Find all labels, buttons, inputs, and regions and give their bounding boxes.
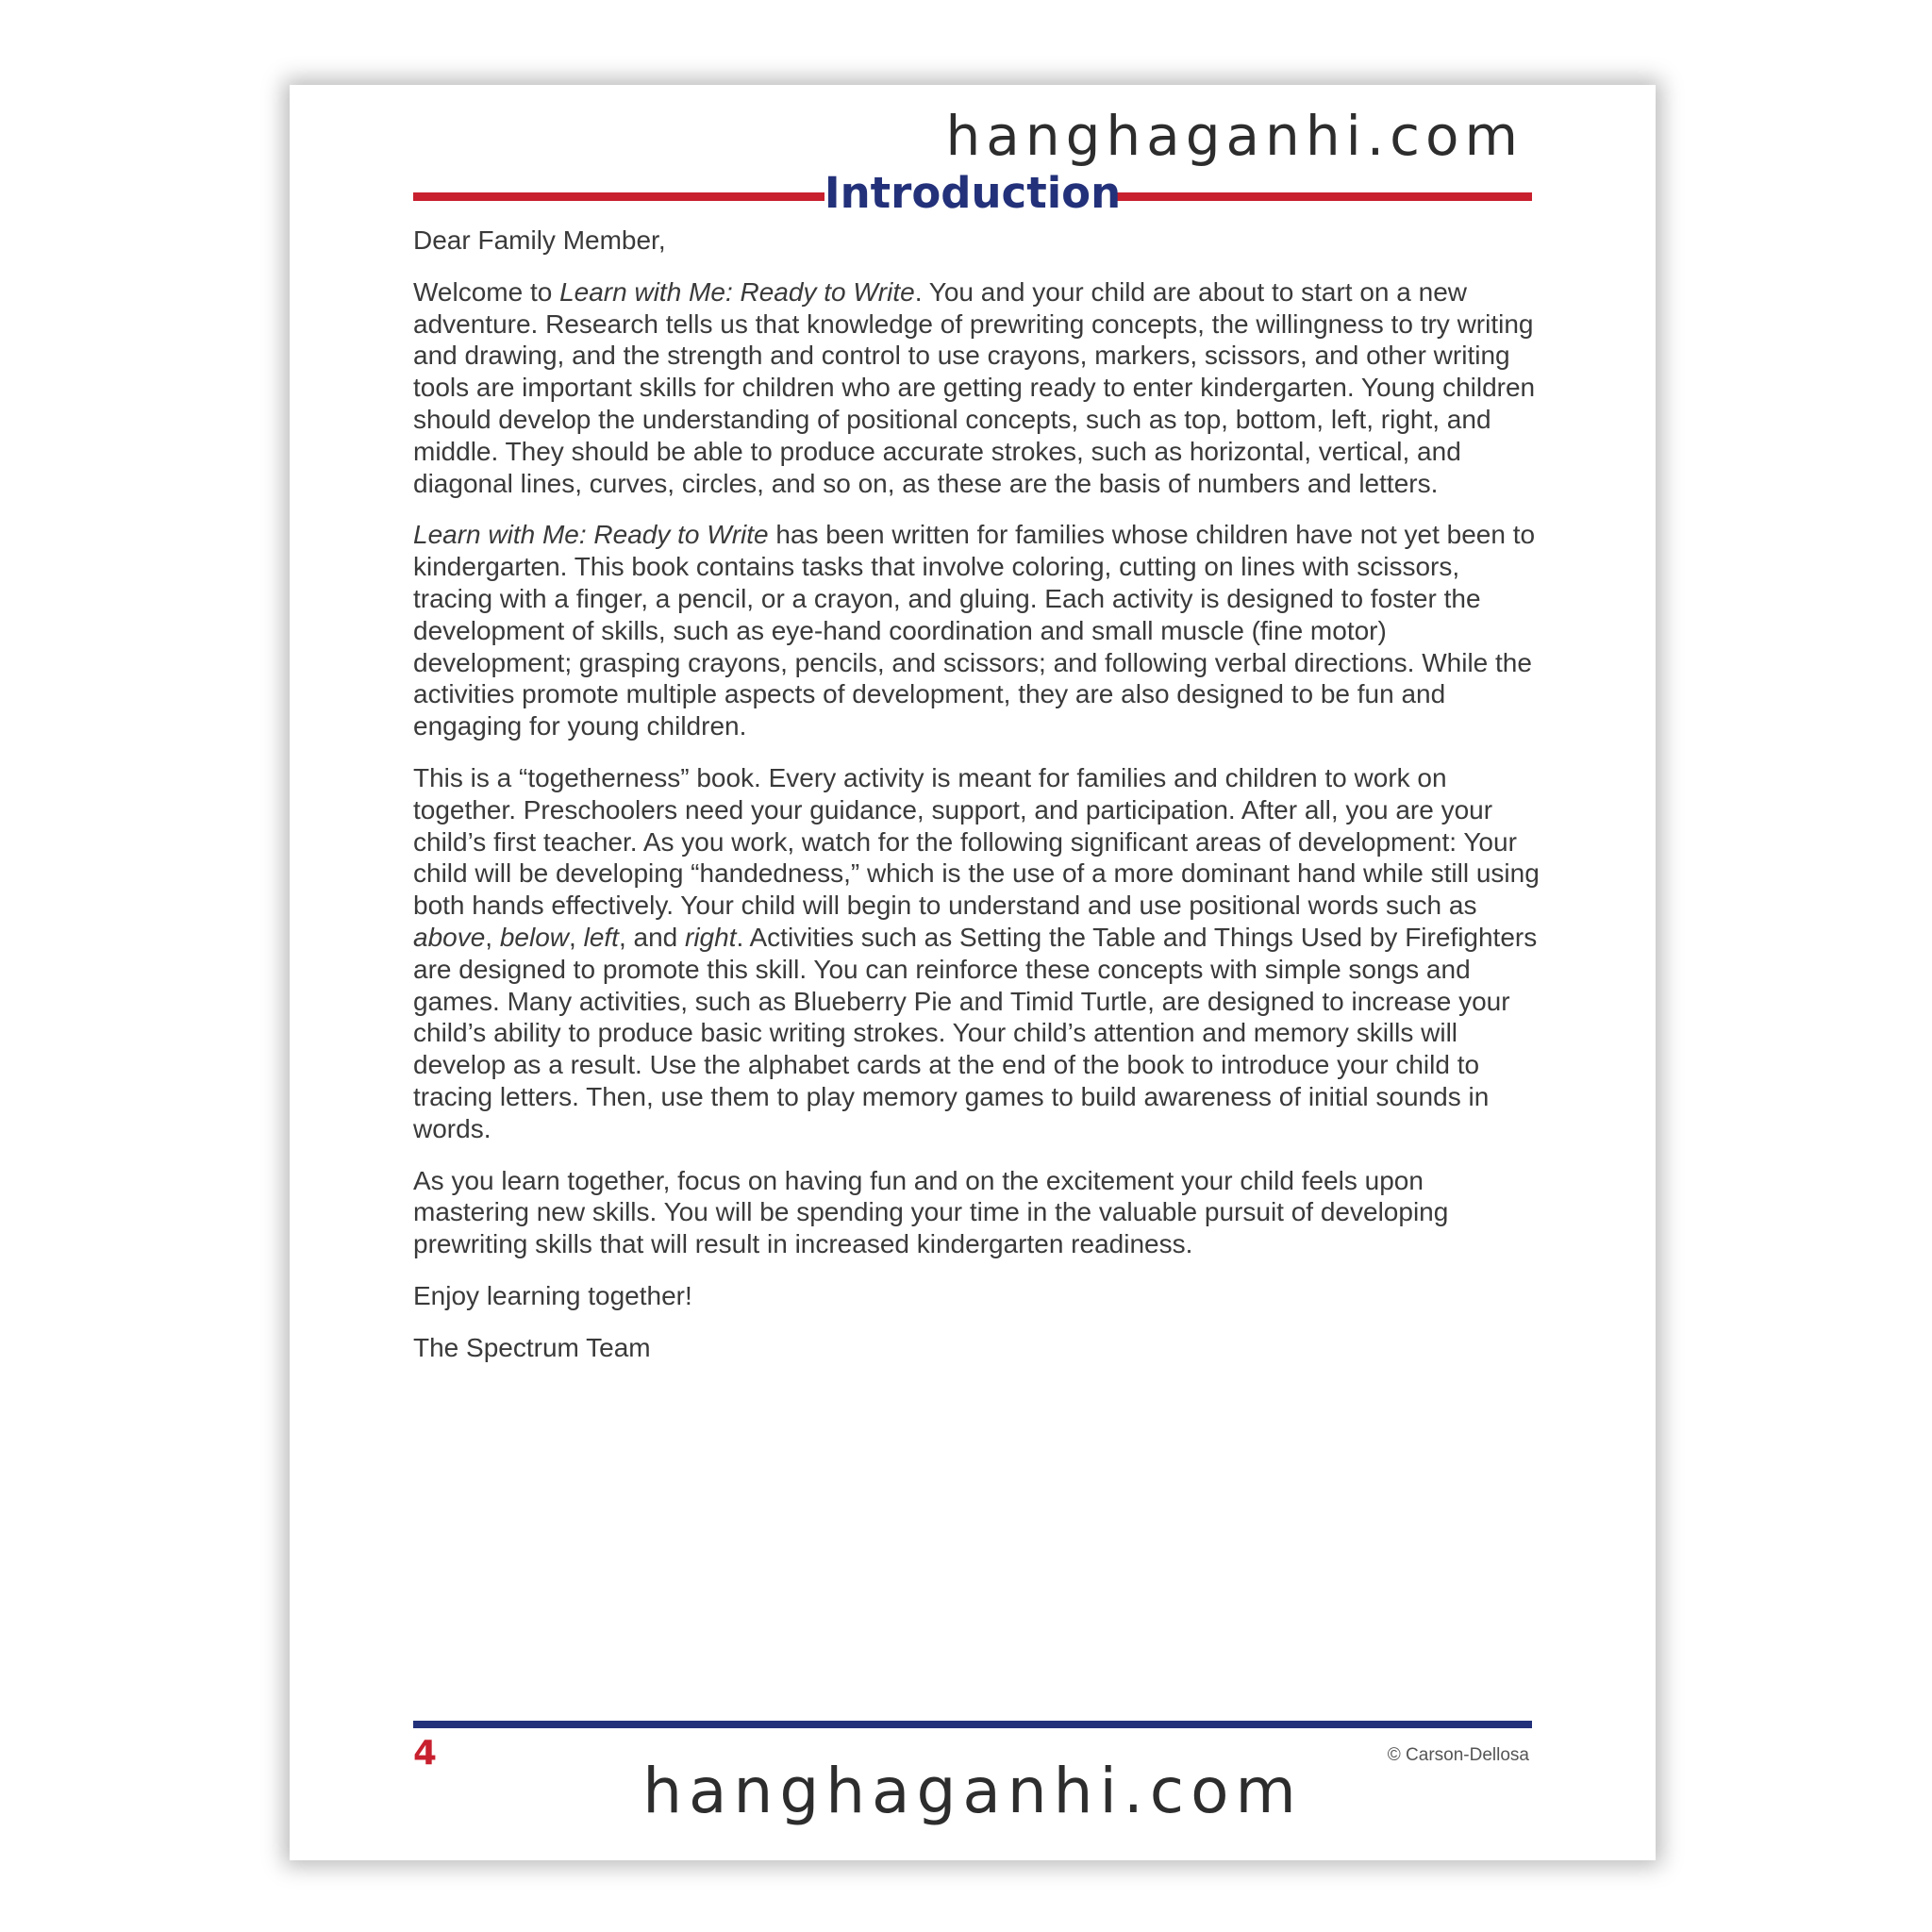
page-title: Introduction <box>824 168 1122 218</box>
book-title-italic: Learn with Me: Ready to Write <box>559 276 915 307</box>
paragraph-3 <box>413 762 1545 1145</box>
paragraph-1-text-a: Welcome to <box>413 276 560 307</box>
paragraph-1-text-b: . You and your child are about to start on a new adventure. Research tells us that knowledge of prewriting concepts, the willingness to try writing and drawing, and the strength and control to use crayons, markers, scissors, and other writing tools are important skills for children who are getting ready to enter kindergarten. Young children should develop the understanding of positional concepts, such as top, bottom, left, right, and middle. They should be able to produce accurate strokes, such as horizontal, vertical, and diagonal lines, curves, circles, and so on, as these are the basis of numbers and letters. <box>413 276 1536 498</box>
paragraph-2 <box>413 519 1545 742</box>
paragraph-3-text-b: . Activities such as Setting the Table and Things Used by Firefighters are designed to promote this skill. You can reinforce these concepts with simple songs and games. Many activities, such as Blueberry Pie and Timid Turtle, are designed to increase your child’s ability to produce basic writing strokes. Your child’s attention and memory skills will develop as a result. Use the alphabet cards at the end of the book to introduce your child to tracing letters. Then, use them to play memory games to build awareness of initial sounds in words. <box>413 922 1538 1143</box>
word-below: below <box>499 922 570 952</box>
paragraph-1 <box>413 276 1545 500</box>
closing: Enjoy learning together! <box>413 1280 692 1310</box>
title-row <box>413 164 1532 230</box>
footer-rule <box>413 1721 1532 1728</box>
word-right: right <box>685 922 737 952</box>
word-left: left <box>583 922 619 952</box>
separator: , <box>485 922 500 952</box>
paragraph-3-text-a: This is a “togetherness” book. Every activity is meant for families and children to work on together. Preschoolers need your guidance, support, and participation. After all, you are your child’s first teacher. As you work, watch for the following significant areas of development: Your child will be developing “handedness,” which is the use of a more dominant hand while still using both hands effectively. Your child will begin to understand and use positional words such as <box>413 762 1540 921</box>
page-number: 4 <box>413 1734 438 1773</box>
word-above: above <box>413 922 486 952</box>
signature: The Spectrum Team <box>413 1332 651 1362</box>
greeting: Dear Family Member, <box>413 225 666 255</box>
document-page <box>290 85 1656 1860</box>
book-title-italic: Learn with Me: Ready to Write <box>413 520 769 550</box>
separator: , and <box>618 922 686 952</box>
separator: , <box>569 922 584 952</box>
watermark-bottom: hanghaganhi.com <box>642 1755 1303 1827</box>
watermark-top: hanghaganhi.com <box>945 104 1524 168</box>
paragraph-2-text: has been written for families whose children have not yet been to kindergarten. This book contains tasks that involve coloring, cutting on lines with scissors, tracing with a finger, a pencil, or a crayon, and gluing. Each activity is designed to foster the development of skills, such as eye-hand coordination and small muscle (fine motor) development; grasping crayons, pencils, and scissors; and following verbal directions. While the activities promote multiple aspects of development, they are also designed to be fun and engaging for young children. <box>413 520 1536 741</box>
paragraph-4: As you learn together, focus on having fun and on the excitement your child feels upon mastering new skills. You will be spending your time in the valuable pursuit of developing prewriting skills that will result in increased kindergarten readiness. <box>413 1165 1449 1259</box>
letter-body <box>413 225 1545 1384</box>
copyright: © Carson-Dellosa <box>1387 1745 1529 1765</box>
